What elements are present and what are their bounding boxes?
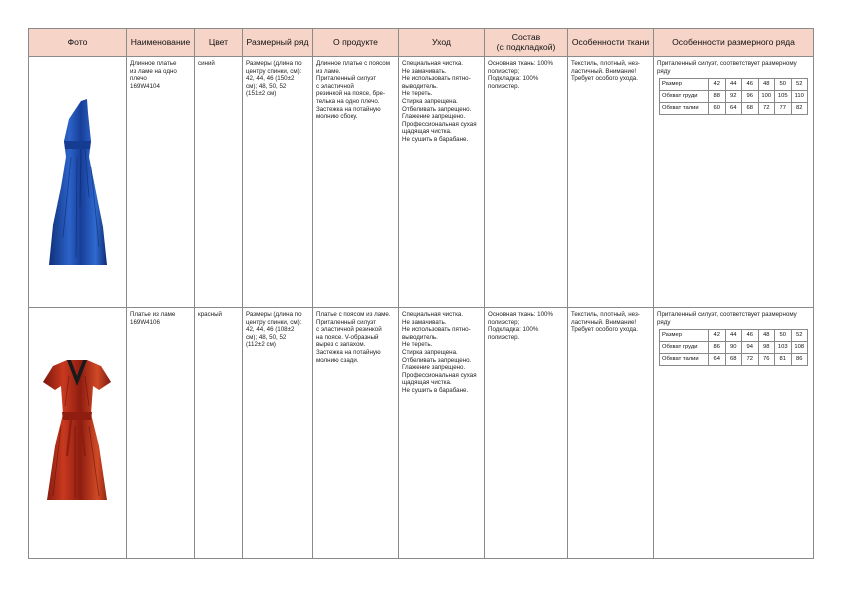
header-color: Цвет xyxy=(195,29,243,57)
header-photo: Фото xyxy=(29,29,127,57)
product-photo-cell xyxy=(29,308,127,559)
size-cell: Размер xyxy=(660,330,709,342)
header-size-features: Особенности размерного ряда xyxy=(654,29,814,57)
product-table xyxy=(28,28,814,559)
size-cell: 81 xyxy=(775,354,792,366)
size-table-row xyxy=(660,342,808,354)
product-color: красный xyxy=(195,308,243,559)
size-cell: Обхват талии xyxy=(660,354,709,366)
product-size-features xyxy=(654,57,814,308)
size-cell: 44 xyxy=(725,330,742,342)
size-table-row xyxy=(660,330,808,342)
size-table xyxy=(659,329,808,366)
size-cell: Обхват груди xyxy=(660,91,709,103)
size-cell: 72 xyxy=(758,103,775,115)
size-cell: Обхват груди xyxy=(660,342,709,354)
header-fabric: Особенности ткани xyxy=(568,29,654,57)
size-cell: 103 xyxy=(775,342,792,354)
header-composition: Состав (с подкладкой) xyxy=(485,29,568,57)
product-fabric: Текстиль, плотный, нез- ластичный. Внимание! Требует особого ухода. xyxy=(568,308,654,559)
size-cell: 88 xyxy=(709,91,726,103)
size-cell: 90 xyxy=(725,342,742,354)
size-cell: 92 xyxy=(725,91,742,103)
size-cell: 110 xyxy=(791,91,808,103)
product-care: Специальная чистка. Не замачивать. Не использовать пятно- выводитель. Не тереть. Стирка запрещена. Отбеливать запрещено. Глажение запрещено. Профессиональная сухая щадящая чистка. Не сушить в барабане. xyxy=(399,57,485,308)
size-cell: 44 xyxy=(725,79,742,91)
size-cell: 46 xyxy=(742,79,759,91)
size-cell: 86 xyxy=(709,342,726,354)
size-cell: Обхват талии xyxy=(660,103,709,115)
header-size-range: Размерный ряд xyxy=(243,29,313,57)
product-size-range: Размеры (длина по центру спинки, см): 42, 44, 46 (150±2 см); 48, 50, 52 (151±2 см) xyxy=(243,57,313,308)
product-name: Платье из ламе 169W4106 xyxy=(127,308,195,559)
size-cell: 108 xyxy=(791,342,808,354)
size-cell: 48 xyxy=(758,79,775,91)
size-cell: 60 xyxy=(709,103,726,115)
size-table xyxy=(659,78,808,115)
size-cell: 98 xyxy=(758,342,775,354)
size-cell: 50 xyxy=(775,79,792,91)
size-cell: 42 xyxy=(709,79,726,91)
table-row xyxy=(29,308,814,559)
product-care: Специальная чистка. Не замачивать. Не использовать пятно- выводитель. Не тереть. Стирка запрещена. Отбеливать запрещено. Глажение запрещено. Профессиональная сухая щадящая чистка. Не сушить в барабане. xyxy=(399,308,485,559)
table-row xyxy=(29,57,814,308)
header-name: Наименование xyxy=(127,29,195,57)
size-table-row xyxy=(660,354,808,366)
size-cell: 64 xyxy=(725,103,742,115)
size-cell: 105 xyxy=(775,91,792,103)
size-table-row xyxy=(660,91,808,103)
product-size-range: Размеры (длина по центру спинки, см): 42, 44, 46 (108±2 см); 48, 50, 52 (112±2 см) xyxy=(243,308,313,559)
size-features-text: Приталенный силуэт, соответствует размерному ряду xyxy=(657,60,797,75)
size-table-row xyxy=(660,103,808,115)
size-cell: 68 xyxy=(725,354,742,366)
size-cell: 96 xyxy=(742,91,759,103)
size-cell: 52 xyxy=(791,79,808,91)
product-photo-cell xyxy=(29,57,127,308)
size-cell: 82 xyxy=(791,103,808,115)
size-cell: 76 xyxy=(758,354,775,366)
red-wrap-dress-icon xyxy=(41,356,113,504)
product-about: Платье с поясом из ламе. Приталенный силуэт с эластичной резинкой на поясе. V-образный вырез с запахом. Застежка на потайную молнию сзади. xyxy=(313,308,399,559)
blue-one-shoulder-dress-icon xyxy=(47,97,109,269)
size-cell: 94 xyxy=(742,342,759,354)
size-features-text: Приталенный силуэт, соответствует размерному ряду xyxy=(657,311,797,326)
product-about: Длинное платье с поясом из ламе. Приталенный силуэт с эластичной резинкой на поясе, бре- телька на одно плечо. Застежка на потайную молнию сбоку. xyxy=(313,57,399,308)
size-cell: 50 xyxy=(775,330,792,342)
product-composition: Основная ткань: 100% полиэстер; Подкладка: 100% полиэстер. xyxy=(485,57,568,308)
size-cell: 68 xyxy=(742,103,759,115)
size-cell: 100 xyxy=(758,91,775,103)
size-cell: Размер xyxy=(660,79,709,91)
product-color: синий xyxy=(195,57,243,308)
size-cell: 48 xyxy=(758,330,775,342)
size-cell: 72 xyxy=(742,354,759,366)
header-about: О продукте xyxy=(313,29,399,57)
size-cell: 86 xyxy=(791,354,808,366)
product-size-features xyxy=(654,308,814,559)
size-cell: 77 xyxy=(775,103,792,115)
product-fabric: Текстиль, плотный, нез- ластичный. Внимание! Требует особого ухода. xyxy=(568,57,654,308)
product-name: Длинное платье из ламе на одно плечо 169W4104 xyxy=(127,57,195,308)
product-composition: Основная ткань: 100% полиэстер; Подкладка: 100% полиэстер. xyxy=(485,308,568,559)
header-row xyxy=(29,29,814,57)
size-cell: 64 xyxy=(709,354,726,366)
size-table-row xyxy=(660,79,808,91)
size-cell: 46 xyxy=(742,330,759,342)
header-care: Уход xyxy=(399,29,485,57)
size-cell: 52 xyxy=(791,330,808,342)
size-cell: 42 xyxy=(709,330,726,342)
